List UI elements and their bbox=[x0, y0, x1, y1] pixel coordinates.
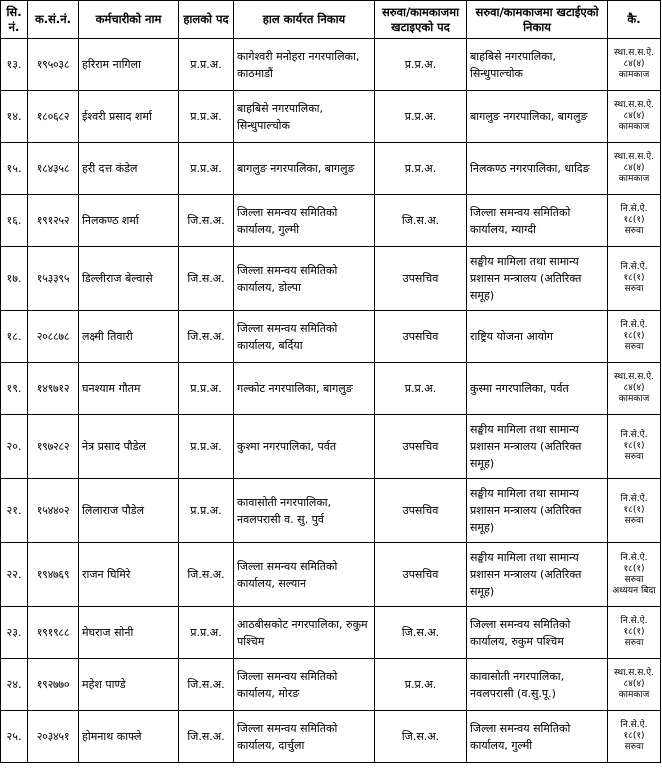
cell-remarks bbox=[608, 143, 661, 195]
cell-transfer-post: उपसचिव bbox=[375, 479, 467, 543]
header-transfer-office: सरुवा/कामकाजमा खटाईएको निकाय bbox=[467, 1, 608, 39]
cell-ks: १९१२५२ bbox=[28, 195, 79, 247]
remark-line: ८४(४) bbox=[623, 679, 645, 689]
cell-transfer-office: निलकण्ठ नगरपालिका, धादिङ bbox=[467, 143, 608, 195]
cell-remarks bbox=[608, 195, 661, 247]
cell-sn: २४. bbox=[1, 659, 28, 711]
cell-post: प्र.प्र.अ. bbox=[179, 91, 234, 143]
header-transfer-post: सरुवा/कामकाजमा खटाइएको पद bbox=[375, 1, 467, 39]
cell-post: जि.स.अ. bbox=[179, 311, 234, 363]
cell-sn: १४. bbox=[1, 91, 28, 143]
cell-ks: १४९७१२ bbox=[28, 363, 79, 415]
remark-line: सरुवा bbox=[624, 226, 644, 236]
cell-ks: १५४४०२ bbox=[28, 479, 79, 543]
remark-line: कामकाज bbox=[618, 174, 650, 184]
remark-line: स्था.स.स.ऐ. bbox=[614, 668, 654, 678]
cell-transfer-office: बागलुङ नगरपालिका, बागलुङ bbox=[467, 91, 608, 143]
cell-transfer-office: सङ्घीय मामिला तथा सामान्य प्रशासन मन्त्रालय (अतिरिक्त समूह) bbox=[467, 247, 608, 311]
cell-ks: २०८८७८ bbox=[28, 311, 79, 363]
remark-line: नि.से.ऐ. bbox=[620, 430, 648, 440]
cell-remarks bbox=[608, 39, 661, 91]
cell-name: नेत्र प्रसाद पौडेल bbox=[79, 415, 179, 479]
cell-remarks bbox=[608, 659, 661, 711]
remark-line: सरुवा bbox=[624, 452, 644, 462]
cell-transfer-office: राष्ट्रिय योजना आयोग bbox=[467, 311, 608, 363]
cell-transfer-post: प्र.प्र.अ. bbox=[375, 659, 467, 711]
cell-sn: २१. bbox=[1, 479, 28, 543]
remark-line: कामकाज bbox=[618, 394, 650, 404]
cell-current-office: जिल्ला समन्वय समितिको कार्यालय, डोल्पा bbox=[234, 247, 375, 311]
cell-remarks bbox=[608, 91, 661, 143]
remark-line: स्था.स.स.ऐ. bbox=[614, 372, 654, 382]
cell-sn: २२. bbox=[1, 543, 28, 607]
remark-line: १८(१) bbox=[623, 331, 645, 341]
remark-line: नि.से.ऐ. bbox=[620, 262, 648, 272]
cell-transfer-office: बाहबिसे नगरपालिका, सिन्धुपाल्चोक bbox=[467, 39, 608, 91]
remark-line: १८(१) bbox=[623, 627, 645, 637]
remark-line: नि.से.ऐ. bbox=[620, 552, 648, 563]
remark-line: सरुवा bbox=[624, 638, 644, 648]
cell-sn: १३. bbox=[1, 39, 28, 91]
cell-ks: १९१९८८ bbox=[28, 607, 79, 659]
cell-remarks bbox=[608, 311, 661, 363]
cell-post: प्र.प्र.अ. bbox=[179, 143, 234, 195]
remark-line: १८(१) bbox=[623, 731, 645, 741]
table-row bbox=[1, 711, 661, 763]
cell-transfer-post: प्र.प्र.अ. bbox=[375, 363, 467, 415]
table-row bbox=[1, 479, 661, 543]
cell-post: प्र.प्र.अ. bbox=[179, 607, 234, 659]
remark-line: ८४(४) bbox=[623, 163, 645, 173]
cell-transfer-office: सङ्घीय मामिला तथा सामान्य प्रशासन मन्त्रालय (अतिरिक्त समूह) bbox=[467, 543, 608, 607]
cell-transfer-post: प्र.प्र.अ. bbox=[375, 39, 467, 91]
cell-name: मेघराज सोनी bbox=[79, 607, 179, 659]
remark-line: स्था.स.स.ऐ. bbox=[614, 152, 654, 162]
table-row bbox=[1, 247, 661, 311]
cell-transfer-post: प्र.प्र.अ. bbox=[375, 91, 467, 143]
remark-line: नि.से.ऐ. bbox=[620, 204, 648, 214]
cell-ks: १८४३५८ bbox=[28, 143, 79, 195]
cell-sn: २५. bbox=[1, 711, 28, 763]
cell-transfer-office: जिल्ला समन्वय समितिको कार्यालय, म्याग्दी bbox=[467, 195, 608, 247]
remark-line: सरुवा bbox=[624, 742, 644, 752]
cell-sn: २३. bbox=[1, 607, 28, 659]
remark-line: कामकाज bbox=[618, 690, 650, 700]
table-row bbox=[1, 143, 661, 195]
header-sn: सि. नं. bbox=[1, 1, 28, 39]
cell-post: जि.स.अ. bbox=[179, 659, 234, 711]
cell-post: जि.स.अ. bbox=[179, 543, 234, 607]
cell-name: लिलाराज पौडेल bbox=[79, 479, 179, 543]
cell-transfer-post: जि.स.अ. bbox=[375, 607, 467, 659]
cell-current-office: जिल्ला समन्वय समितिको कार्यालय, गुल्मी bbox=[234, 195, 375, 247]
cell-sn: २०. bbox=[1, 415, 28, 479]
table-row bbox=[1, 659, 661, 711]
table-row bbox=[1, 39, 661, 91]
header-post: हालको पद bbox=[179, 1, 234, 39]
table-row bbox=[1, 543, 661, 607]
remark-line: १८(१) bbox=[623, 505, 645, 515]
cell-ks: १९२७७० bbox=[28, 659, 79, 711]
cell-current-office: कुश्मा नगरपालिका, पर्वत bbox=[234, 415, 375, 479]
cell-transfer-office: सङ्घीय मामिला तथा सामान्य प्रशासन मन्त्रालय (अतिरिक्त समूह) bbox=[467, 479, 608, 543]
cell-remarks bbox=[608, 363, 661, 415]
remark-line: सरुवा bbox=[624, 574, 644, 585]
remark-line: नि.से.ऐ. bbox=[620, 616, 648, 626]
cell-transfer-post: जि.स.अ. bbox=[375, 195, 467, 247]
remark-line: स्था.स.स.ऐ. bbox=[614, 48, 654, 58]
cell-current-office: बागलुङ नगरपालिका, बागलुङ bbox=[234, 143, 375, 195]
remark-line: ८४(४) bbox=[623, 383, 645, 393]
cell-remarks bbox=[608, 607, 661, 659]
cell-remarks bbox=[608, 479, 661, 543]
cell-current-office: बाहबिसे नगरपालिका, सिन्धुपाल्चोक bbox=[234, 91, 375, 143]
remark-line: नि.से.ऐ. bbox=[620, 720, 648, 730]
cell-name: हरिराम नागिला bbox=[79, 39, 179, 91]
remark-line: १८(१) bbox=[623, 273, 645, 283]
cell-current-office: जिल्ला समन्वय समितिको कार्यालय, मोरङ bbox=[234, 659, 375, 711]
cell-transfer-post: उपसचिव bbox=[375, 543, 467, 607]
remark-line: सरुवा bbox=[624, 516, 644, 526]
header-remarks: कै. bbox=[608, 1, 661, 39]
cell-sn: १६. bbox=[1, 195, 28, 247]
cell-sn: १५. bbox=[1, 143, 28, 195]
cell-name: निलकण्ठ शर्मा bbox=[79, 195, 179, 247]
cell-post: जि.स.अ. bbox=[179, 247, 234, 311]
cell-remarks bbox=[608, 711, 661, 763]
cell-current-office: कागेश्वरी मनोहरा नगरपालिका, काठमाडौं bbox=[234, 39, 375, 91]
remark-line: १८(१) bbox=[623, 441, 645, 451]
cell-transfer-office: सङ्घीय मामिला तथा सामान्य प्रशासन मन्त्रालय (अतिरिक्त समूह) bbox=[467, 415, 608, 479]
cell-transfer-post: प्र.प्र.अ. bbox=[375, 143, 467, 195]
cell-transfer-post: जि.स.अ. bbox=[375, 711, 467, 763]
cell-current-office: आठबीसकोट नगरपालिका, रुकुम पश्चिम bbox=[234, 607, 375, 659]
cell-sn: १९. bbox=[1, 363, 28, 415]
header-ks: क.सं.नं. bbox=[28, 1, 79, 39]
table-row bbox=[1, 195, 661, 247]
cell-name: ईश्वरी प्रसाद शर्मा bbox=[79, 91, 179, 143]
remark-line: नि.से.ऐ. bbox=[620, 494, 648, 504]
remark-line: कामकाज bbox=[618, 70, 650, 80]
cell-post: प्र.प्र.अ. bbox=[179, 363, 234, 415]
cell-name: राजन घिमिरे bbox=[79, 543, 179, 607]
remark-line: ८४(४) bbox=[623, 111, 645, 121]
cell-ks: १५३३९५ bbox=[28, 247, 79, 311]
cell-sn: १८. bbox=[1, 311, 28, 363]
cell-ks: १८०६८२ bbox=[28, 91, 79, 143]
remark-line: कामकाज bbox=[618, 122, 650, 132]
remark-line: १८(१) bbox=[623, 215, 645, 225]
cell-transfer-post: उपसचिव bbox=[375, 311, 467, 363]
cell-name: घनश्याम गौतम bbox=[79, 363, 179, 415]
cell-ks: १९७२८२ bbox=[28, 415, 79, 479]
remark-line: अध्ययन बिदा bbox=[612, 585, 656, 596]
cell-name: हरी दत्त कंडेल bbox=[79, 143, 179, 195]
cell-name: महेश पाण्डे bbox=[79, 659, 179, 711]
cell-current-office: जिल्ला समन्वय समितिको कार्यालय, बर्दिया bbox=[234, 311, 375, 363]
cell-current-office: कावासोती नगरपालिका, नवलपरासी व. सु. पुर्व bbox=[234, 479, 375, 543]
header-current-office: हाल कार्यरत निकाय bbox=[234, 1, 375, 39]
cell-remarks bbox=[608, 247, 661, 311]
table-row bbox=[1, 91, 661, 143]
remark-line: स्था.स.स.ऐ. bbox=[614, 100, 654, 110]
remark-line: १८(१) bbox=[623, 563, 645, 574]
cell-sn: १७. bbox=[1, 247, 28, 311]
cell-name: होमनाथ काफ्ले bbox=[79, 711, 179, 763]
header-name: कर्मचारीको नाम bbox=[79, 1, 179, 39]
cell-transfer-post: उपसचिव bbox=[375, 247, 467, 311]
cell-current-office: जिल्ला समन्वय समितिको कार्यालय, सल्यान bbox=[234, 543, 375, 607]
cell-post: जि.स.अ. bbox=[179, 195, 234, 247]
remark-line: ८४(४) bbox=[623, 59, 645, 69]
cell-transfer-post: उपसचिव bbox=[375, 415, 467, 479]
table-row bbox=[1, 311, 661, 363]
table-row bbox=[1, 607, 661, 659]
header-row bbox=[1, 1, 661, 39]
cell-remarks bbox=[608, 543, 661, 607]
remark-line: सरुवा bbox=[624, 342, 644, 352]
cell-name: डिल्लीराज बेल्वासे bbox=[79, 247, 179, 311]
cell-transfer-office: जिल्ला समन्वय समितिको कार्यालय, गुल्मी bbox=[467, 711, 608, 763]
cell-remarks bbox=[608, 415, 661, 479]
cell-ks: १९५०३८ bbox=[28, 39, 79, 91]
cell-current-office: गल्कोट नगरपालिका, बागलुङ bbox=[234, 363, 375, 415]
cell-post: जि.स.अ. bbox=[179, 711, 234, 763]
table-row bbox=[1, 363, 661, 415]
cell-post: प्र.प्र.अ. bbox=[179, 415, 234, 479]
remark-line: नि.से.ऐ. bbox=[620, 320, 648, 330]
cell-transfer-office: कावासोती नगरपालिका, नवलपरासी (व.सु.पू.) bbox=[467, 659, 608, 711]
cell-ks: २०३४५१ bbox=[28, 711, 79, 763]
cell-transfer-office: कुस्मा नगरपालिका, पर्वत bbox=[467, 363, 608, 415]
cell-name: लक्ष्मी तिवारी bbox=[79, 311, 179, 363]
remark-line: सरुवा bbox=[624, 284, 644, 294]
cell-current-office: जिल्ला समन्वय समितिको कार्यालय, दार्चुला bbox=[234, 711, 375, 763]
cell-transfer-office: जिल्ला समन्वय समितिको कार्यालय, रुकुम पश्चिम bbox=[467, 607, 608, 659]
table-row bbox=[1, 415, 661, 479]
cell-post: प्र.प्र.अ. bbox=[179, 39, 234, 91]
cell-ks: १९४७६९ bbox=[28, 543, 79, 607]
cell-post: प्र.प्र.अ. bbox=[179, 479, 234, 543]
